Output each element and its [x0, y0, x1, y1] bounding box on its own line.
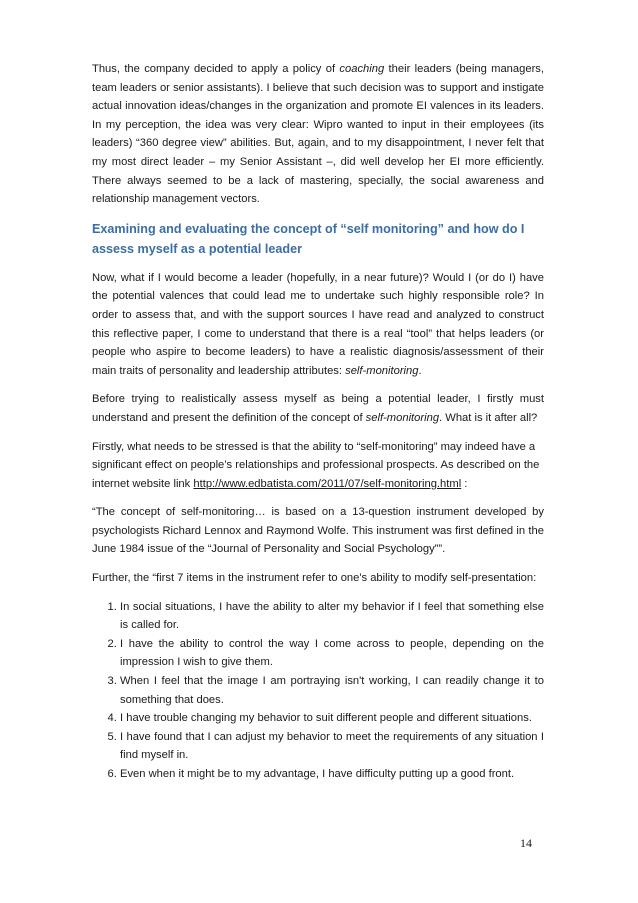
- website-link[interactable]: http://www.edbatista.com/2011/07/self-monitoring.html: [193, 477, 462, 490]
- paragraph-definition-intro: Before trying to realistically assess myself as being a potential leader, I firstly must understand and present the definition of the concept of self-monitoring. What is it after all?: [92, 393, 544, 424]
- paragraph-potential-leader: Now, what if I would become a leader (hopefully, in a near future)? Would I (or do I) have the potential valences that could lead me to undertake such highly responsible role? In order to assess that, and with the support sources I have read and analyzed to construct this reflective paper, I come to understand that there is a real “tool” that helps leaders (or people who aspire to become leaders) to have a realistic diagnosis/assessment of their main traits of personality and leadership attributes: self-monitoring.: [92, 271, 544, 377]
- list-item: 4. I have trouble changing my behavior to suit different people and different situations.: [120, 709, 544, 728]
- section-heading: Examining and evaluating the concept of “self monitoring” and how do I assess myself as a potential leader: [92, 221, 525, 256]
- list-item: 1. In social situations, I have the ability to alter my behavior if I feel that something else is called for.: [120, 598, 544, 635]
- list-item: 5. I have found that I can adjust my behavior to meet the requirements of any situation I find myself in.: [120, 728, 544, 765]
- instrument-items-list: [92, 598, 544, 784]
- paragraph-coaching: Thus, the company decided to apply a policy of coaching their leaders (being managers, team leaders or senior assistants). I believe that such decision was to support and instigate actual innovation ideas/changes in the organization and promote EI valences in its leaders. In my perception, the idea was very clear: Wipro wanted to input in their employees (its leaders) “360 degree view” abilities. But, again, and to my disappointment, I never felt that my most direct leader – my Senior Assistant –, did well develop her EI more efficiently. There always seemed to be a lack of mastering, specially, the social awareness and relationship management vectors.: [92, 63, 544, 206]
- page-number: 14: [520, 836, 532, 850]
- page-body: [92, 60, 544, 784]
- paragraph-further: Further, the “first 7 items in the instrument refer to one's ability to modify self-presentation:: [92, 572, 537, 585]
- list-item: 2. I have the ability to control the way I come across to people, depending on the impression I wish to give them.: [120, 635, 544, 672]
- list-item: 3. When I feel that the image I am portraying isn't working, I can readily change it to something that does.: [120, 672, 544, 709]
- list-item: 6. Even when it might be to my advantage, I have difficulty putting up a good front.: [120, 765, 544, 784]
- paragraph-firstly: Firstly, what needs to be stressed is that the ability to “self-monitoring” may indeed have a significant effect on people’s relationships and professional prospects. As described on the internet website link http://www.edbatista.com/2011/07/self-monitoring.html :: [92, 440, 540, 490]
- paragraph-quote: “The concept of self-monitoring… is based on a 13-question instrument developed by psychologists Richard Lennox and Raymond Wolfe. This instrument was first defined in the June 1984 issue of the “Journal of Personality and Social Psychology””.: [92, 506, 544, 556]
